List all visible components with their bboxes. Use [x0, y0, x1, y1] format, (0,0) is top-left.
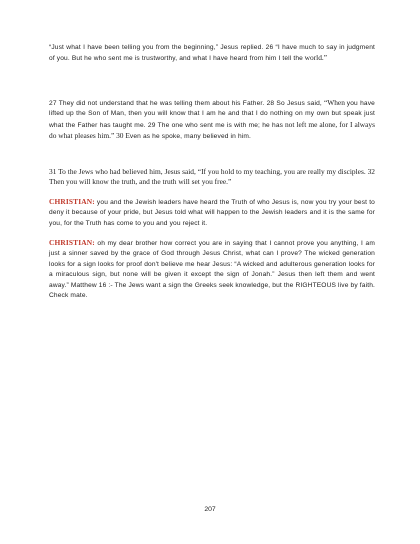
paragraph-john-8-25	[49, 43, 375, 65]
text-run-d: not left me alone, for I always do what pleases him.” 30 E	[49, 119, 375, 141]
text-run-c: world.”	[304, 53, 328, 63]
text-run-e: ven as he spoke, many believed in him.	[129, 133, 252, 141]
text-run-a: 27 They did not understand that he was telling them about his Father. 28 So Jesus said,	[49, 100, 322, 107]
paragraph-john-8-27	[49, 98, 375, 143]
text-run-b: “When	[321, 98, 345, 107]
christian-label: CHRISTIAN:	[49, 197, 95, 206]
text-run: 31 To the Jews who had believed him, Jesus said, “If you hold to my teaching, you are really my disciples. 32 Then you will know the truth, and the truth will set you free.”	[49, 167, 375, 187]
text-run-b: judgment of you. But he who sent me is trustworthy, and what I have heard from him I tell the	[49, 44, 375, 63]
text-run: oh my dear brother how correct you are in saying that I cannot prove you anything, I am just a sinner saved by the grace of God through Jesus Christ, what can I prove? The wicked generation looks for a sign looks for proof don't believe me hear Jesus: “A wicked and adulterous generation looks for a miraculous sign, but none will be given it except the sign of Jonah.” Jesus then left them and went away.” Matthew 16 :- The Jews want a sign the Greeks seek knowledge, but the RIGHTEOUS live by faith. Check mate.	[49, 240, 375, 300]
christian-paragraph-1	[49, 197, 375, 229]
text-run: you and the Jewish leaders have heard the Truth of who Jesus is, now you try your best to deny it because of your pride, but Jesus told what will happen to the Jewish leaders and it is the same for you, for the Truth has come to you and you reject it.	[49, 199, 375, 227]
text-run-a: “Just what I have been telling you from the beginning,” Jesus replied. 26 “I have much to say in	[49, 44, 345, 51]
page-number: 207	[204, 506, 216, 513]
christian-paragraph-2	[49, 238, 375, 301]
paragraph-john-8-31	[49, 167, 375, 188]
christian-label: CHRISTIAN:	[49, 238, 95, 247]
text-run-c: you have lifted up the Son of Man, then you will know that I am he and that I do nothing on my own but speak just what the Father has taught me. 29 The one who sent me is with me; he has	[49, 100, 375, 129]
